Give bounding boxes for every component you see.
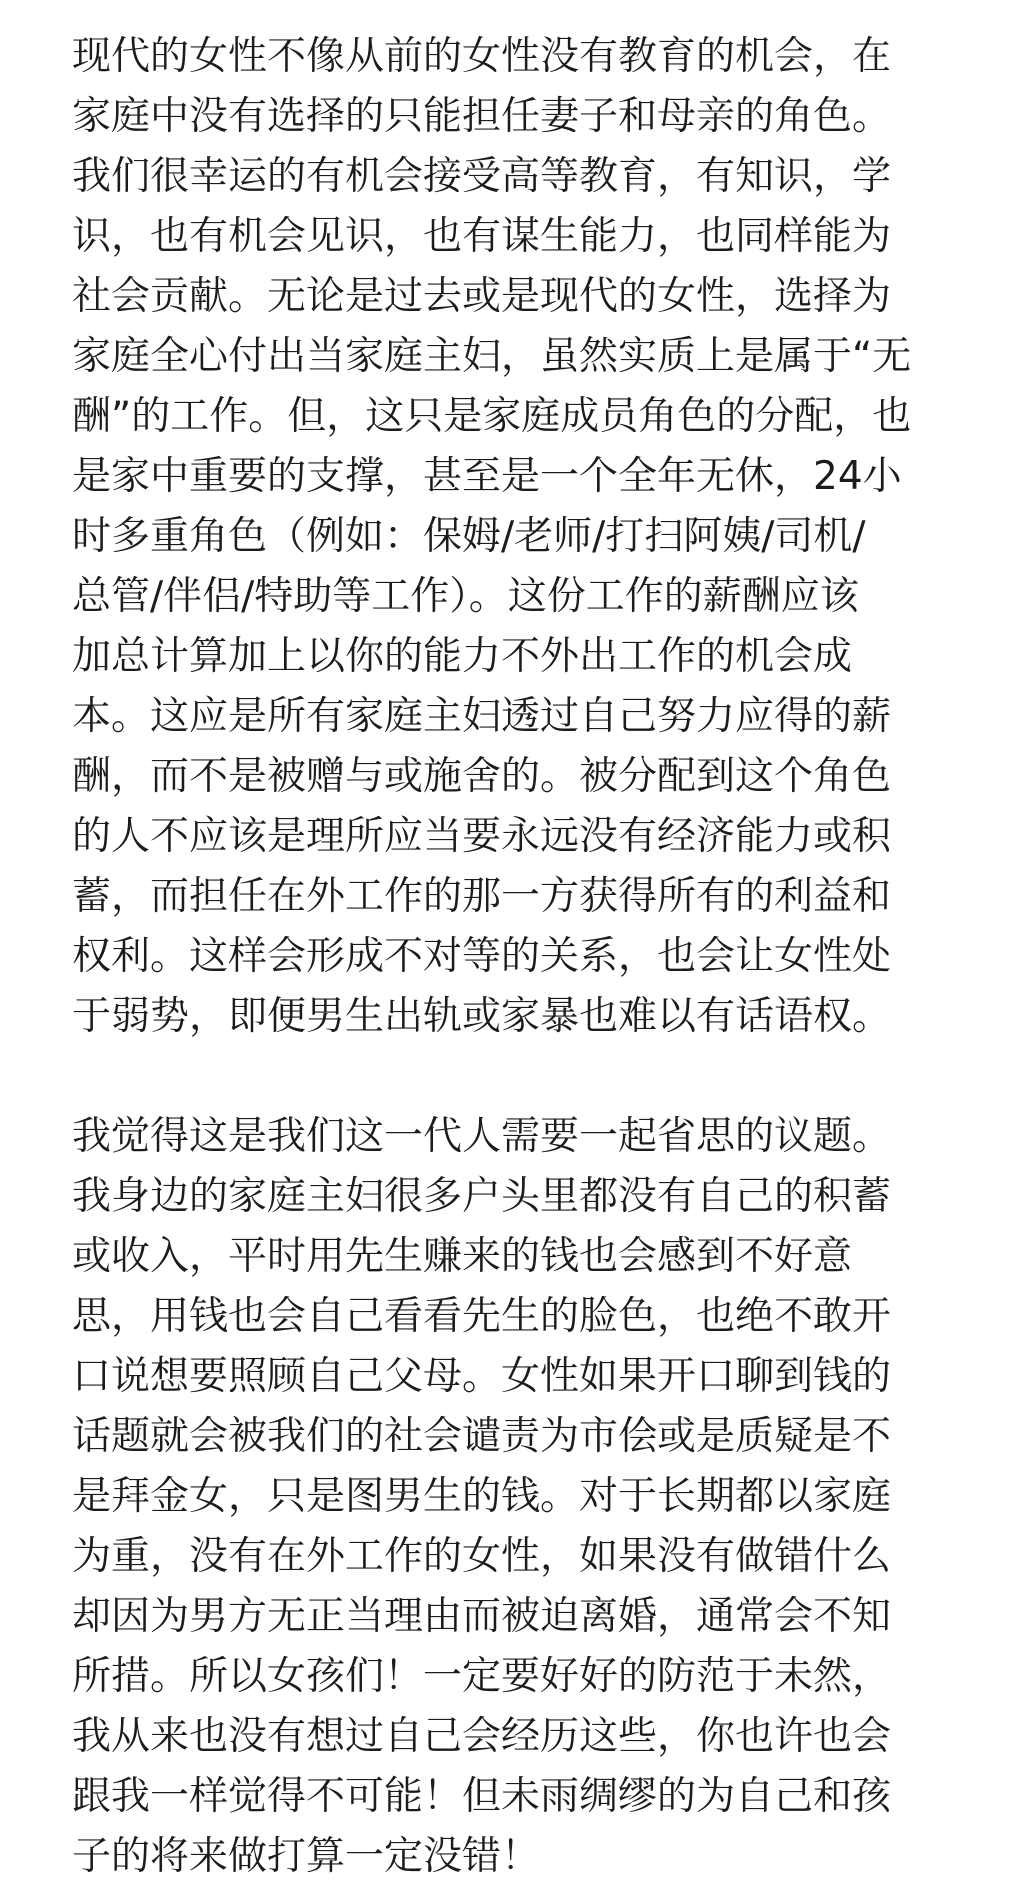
text-line: 是拜金女，只是图男生的钱。对于长期都以家庭 bbox=[72, 1474, 892, 1519]
text-line: 思，用钱也会自己看看先生的脸色，也绝不敢开 bbox=[72, 1294, 892, 1339]
text-line: 本。这应是所有家庭主妇透过自己努力应得的薪 bbox=[72, 694, 892, 739]
text-line: 加总计算加上以你的能力不外出工作的机会成 bbox=[72, 634, 853, 679]
paragraph-2 bbox=[72, 1107, 1002, 1887]
text-line: 蓄，而担任在外工作的那一方获得所有的利益和 bbox=[72, 874, 892, 919]
text-line: 现代的女性不像从前的女性没有教育的机会，在 bbox=[72, 34, 892, 79]
text-line: 口说想要照顾自己父母。女性如果开口聊到钱的 bbox=[72, 1354, 892, 1399]
text-line: 是家中重要的支撑，甚至是一个全年无休，24小 bbox=[72, 454, 902, 499]
text-line: 时多重角色（例如：保姆/老师/打扫阿姨/司机/ bbox=[72, 514, 866, 559]
text-line: 子的将来做打算一定没错！ bbox=[72, 1834, 541, 1879]
text-line: 于弱势，即便男生出轨或家暴也难以有话语权。 bbox=[72, 994, 892, 1039]
text-line: 酬，而不是被赠与或施舍的。被分配到这个角色 bbox=[72, 754, 892, 799]
text-line: 话题就会被我们的社会谴责为市侩或是质疑是不 bbox=[72, 1414, 892, 1459]
text-line: 家庭中没有选择的只能担任妻子和母亲的角色。 bbox=[72, 94, 892, 139]
text-line: 所措。所以女孩们！一定要好好的防范于未然， bbox=[72, 1654, 892, 1699]
text-line: 权利。这样会形成不对等的关系，也会让女性处 bbox=[72, 934, 892, 979]
text-line: 家庭全心付出当家庭主妇，虽然实质上是属于“无 bbox=[72, 334, 912, 379]
text-line: 跟我一样觉得不可能！但未雨绸缪的为自己和孩 bbox=[72, 1774, 892, 1819]
text-line: 的人不应该是理所应当要永远没有经济能力或积 bbox=[72, 814, 892, 859]
text-line: 社会贡献。无论是过去或是现代的女性，选择为 bbox=[72, 274, 892, 319]
text-line: 识，也有机会见识，也有谋生能力，也同样能为 bbox=[72, 214, 892, 259]
text-line: 总管/伴侣/特助等工作）。这份工作的薪酬应该 bbox=[72, 574, 859, 619]
text-line: 我从来也没有想过自己会经历这些，你也许也会 bbox=[72, 1714, 892, 1759]
article-body bbox=[72, 27, 1002, 1887]
text-line: 或收入，平时用先生赚来的钱也会感到不好意 bbox=[72, 1234, 853, 1279]
paragraph-1 bbox=[72, 27, 1002, 1047]
text-line: 酬”的工作。但，这只是家庭成员角色的分配，也 bbox=[72, 394, 912, 439]
text-line: 我身边的家庭主妇很多户头里都没有自己的积蓄 bbox=[72, 1174, 892, 1219]
text-line: 我们很幸运的有机会接受高等教育，有知识，学 bbox=[72, 154, 892, 199]
text-line: 却因为男方无正当理由而被迫离婚，通常会不知 bbox=[72, 1594, 892, 1639]
text-line: 为重，没有在外工作的女性，如果没有做错什么 bbox=[72, 1534, 892, 1579]
paragraph-spacer bbox=[72, 1047, 1002, 1107]
text-line: 我觉得这是我们这一代人需要一起省思的议题。 bbox=[72, 1114, 892, 1159]
